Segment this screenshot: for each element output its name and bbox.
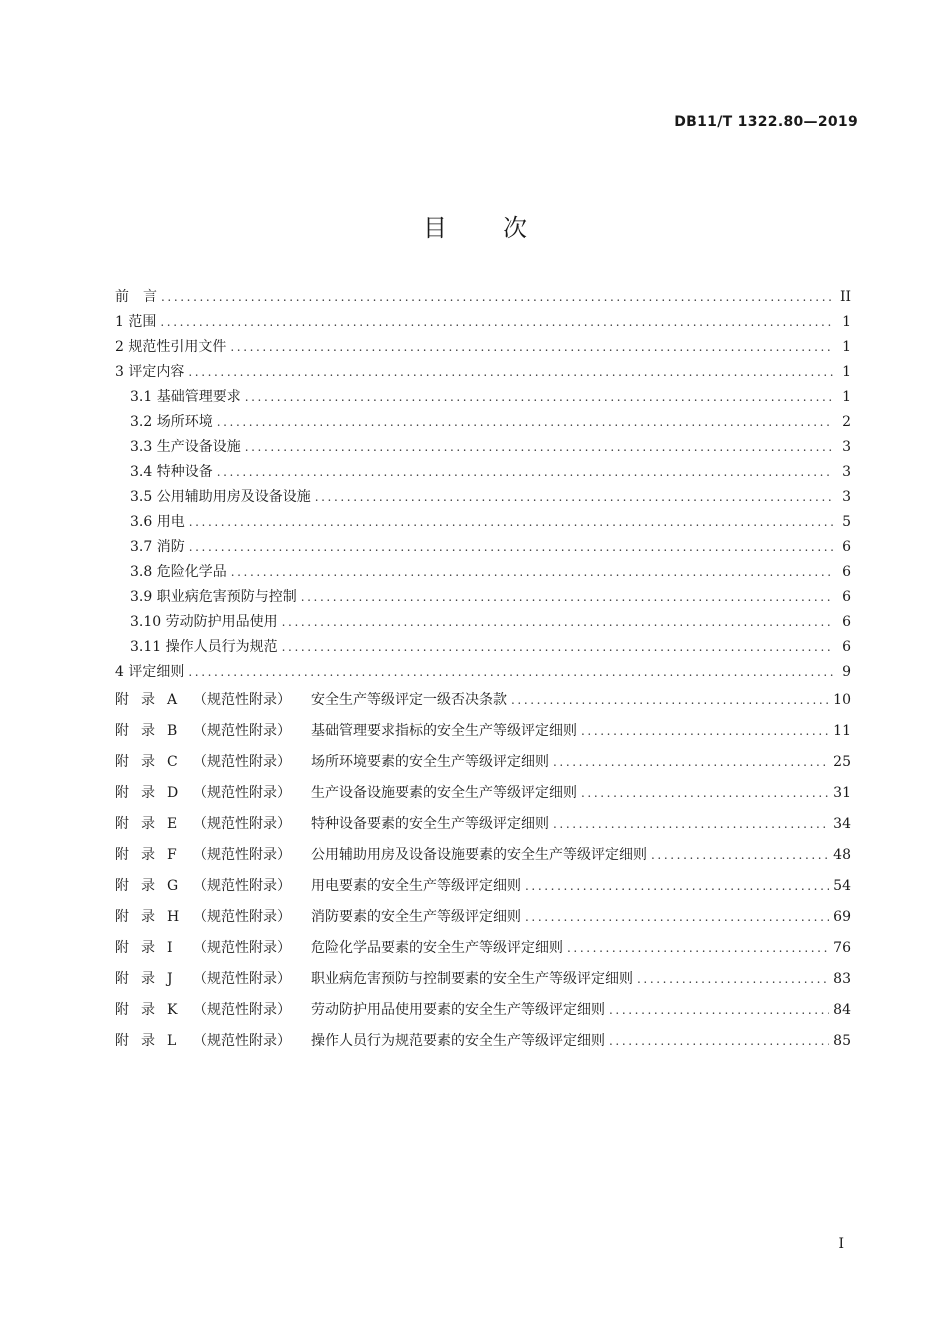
annex-label: 附 录 J （规范性附录） 职业病危害预防与控制要素的安全生产等级评定细则	[115, 971, 633, 987]
dot-leader	[231, 560, 833, 585]
dot-leader	[282, 610, 833, 635]
toc-entry-label: 前 言	[115, 289, 157, 305]
toc-entry-label: 3.10 劳动防护用品使用	[130, 614, 278, 630]
annex-label: 附 录 L （规范性附录） 操作人员行为规范要素的安全生产等级评定细则	[115, 1033, 605, 1049]
toc-entry-page: 48	[833, 847, 851, 863]
toc-entry-page: 54	[833, 878, 851, 894]
dot-leader	[525, 902, 829, 933]
toc-subentry[interactable]	[115, 585, 851, 610]
annex-title: 消防要素的安全生产等级评定细则	[311, 909, 521, 925]
dot-leader	[160, 310, 833, 335]
annex-title: 特种设备要素的安全生产等级评定细则	[311, 816, 549, 832]
toc-entry-page: 9	[842, 664, 851, 680]
dot-leader	[188, 660, 833, 685]
toc-entry-page: 3	[842, 464, 851, 480]
toc-entry-page: 1	[842, 339, 851, 355]
toc-entry-label: 2 规范性引用文件	[115, 339, 227, 355]
dot-leader	[553, 809, 829, 840]
toc-annex-entry[interactable]	[115, 995, 851, 1026]
toc-entry-page: 1	[842, 314, 851, 330]
annex-label: 附 录 I （规范性附录） 危险化学品要素的安全生产等级评定细则	[115, 940, 563, 956]
dot-leader	[230, 335, 833, 360]
toc-entry-label: 3.3 生产设备设施	[130, 439, 241, 455]
dot-leader	[282, 635, 833, 660]
toc-entry-label: 4 评定细则	[115, 664, 185, 680]
annex-label: 附 录 B （规范性附录） 基础管理要求指标的安全生产等级评定细则	[115, 723, 577, 739]
dot-leader	[315, 485, 833, 510]
toc-entry-page: 6	[842, 564, 851, 580]
toc-title	[0, 208, 950, 243]
toc-subentry[interactable]	[115, 560, 851, 585]
annex-title: 用电要素的安全生产等级评定细则	[311, 878, 521, 894]
annex-label: 附 录 D （规范性附录） 生产设备设施要素的安全生产等级评定细则	[115, 785, 577, 801]
toc-subentry[interactable]	[115, 410, 851, 435]
toc-annex-entry[interactable]	[115, 747, 851, 778]
toc-annex-entry[interactable]	[115, 685, 851, 716]
dot-leader	[567, 933, 829, 964]
toc-entry-label: 3.7 消防	[130, 539, 185, 555]
toc-entry-page: 31	[833, 785, 851, 801]
toc-entry-label: 3.8 危险化学品	[130, 564, 227, 580]
toc-annex-entry[interactable]	[115, 809, 851, 840]
toc-subentry[interactable]	[115, 535, 851, 560]
toc-entry-page: 76	[833, 940, 851, 956]
toc-entry-label: 3.11 操作人员行为规范	[130, 639, 278, 655]
toc-entry-label: 1 范围	[115, 314, 157, 330]
toc-subentry[interactable]	[115, 485, 851, 510]
toc-annex-entry[interactable]	[115, 778, 851, 809]
annex-label: 附 录 A （规范性附录） 安全生产等级评定一级否决条款	[115, 692, 507, 708]
toc-entry-label: 3.2 场所环境	[130, 414, 213, 430]
annex-label: 附 录 K （规范性附录） 劳动防护用品使用要素的安全生产等级评定细则	[115, 1002, 605, 1018]
dot-leader	[189, 510, 833, 535]
annex-title: 公用辅助用房及设备设施要素的安全生产等级评定细则	[311, 847, 647, 863]
dot-leader	[188, 360, 833, 385]
annex-label: 附 录 G （规范性附录） 用电要素的安全生产等级评定细则	[115, 878, 521, 894]
toc-annex-entry[interactable]	[115, 840, 851, 871]
toc-entry-page: 1	[842, 364, 851, 380]
toc-subentry[interactable]	[115, 510, 851, 535]
toc-entry[interactable]	[115, 285, 851, 310]
toc-entry-label: 3.6 用电	[130, 514, 185, 530]
annex-label: 附 录 F （规范性附录） 公用辅助用房及设备设施要素的安全生产等级评定细则	[115, 847, 647, 863]
dot-leader	[581, 716, 829, 747]
toc-subentry[interactable]	[115, 460, 851, 485]
annex-title: 劳动防护用品使用要素的安全生产等级评定细则	[311, 1002, 605, 1018]
toc-entry[interactable]	[115, 360, 851, 385]
toc-entry-label: 3 评定内容	[115, 364, 185, 380]
dot-leader	[609, 1026, 829, 1057]
toc-entry[interactable]	[115, 310, 851, 335]
toc-entry-page: 5	[842, 514, 851, 530]
dot-leader	[189, 535, 833, 560]
toc-annex-entry[interactable]	[115, 871, 851, 902]
toc-entry-page: 69	[833, 909, 851, 925]
toc-subentry[interactable]	[115, 435, 851, 460]
dot-leader	[511, 685, 829, 716]
toc-annex-entry[interactable]	[115, 1026, 851, 1057]
toc-subentry[interactable]	[115, 385, 851, 410]
dot-leader	[581, 778, 829, 809]
dot-leader	[217, 460, 833, 485]
toc-subentry[interactable]	[115, 610, 851, 635]
toc-entry-page: 11	[833, 723, 851, 739]
dot-leader	[245, 435, 833, 460]
toc-title-char-2: 次	[503, 214, 527, 242]
annex-label: 附 录 C （规范性附录） 场所环境要素的安全生产等级评定细则	[115, 754, 549, 770]
dot-leader	[553, 747, 829, 778]
annex-title: 安全生产等级评定一级否决条款	[311, 692, 507, 708]
toc-annex-entry[interactable]	[115, 964, 851, 995]
toc-entry-page: 83	[833, 971, 851, 987]
toc-entry-page: 6	[842, 639, 851, 655]
annex-label: 附 录 H （规范性附录） 消防要素的安全生产等级评定细则	[115, 909, 521, 925]
toc-entry-page: 3	[842, 489, 851, 505]
toc-entry-page: 34	[833, 816, 851, 832]
dot-leader	[525, 871, 829, 902]
page-number: I	[838, 1236, 844, 1252]
toc-entry-page: 3	[842, 439, 851, 455]
annex-title: 基础管理要求指标的安全生产等级评定细则	[311, 723, 577, 739]
dot-leader	[609, 995, 829, 1026]
toc-entry-page: 6	[842, 589, 851, 605]
annex-title: 职业病危害预防与控制要素的安全生产等级评定细则	[311, 971, 633, 987]
dot-leader	[637, 964, 829, 995]
dot-leader	[245, 385, 833, 410]
toc-entry-page: 6	[842, 539, 851, 555]
dot-leader	[301, 585, 833, 610]
dot-leader	[161, 285, 833, 310]
standard-code: DB11/T 1322.80—2019	[674, 114, 858, 130]
annex-label: 附 录 E （规范性附录） 特种设备要素的安全生产等级评定细则	[115, 816, 549, 832]
dot-leader	[217, 410, 833, 435]
toc-annex-entry[interactable]	[115, 902, 851, 933]
annex-title: 危险化学品要素的安全生产等级评定细则	[311, 940, 563, 956]
toc-subentry[interactable]	[115, 635, 851, 660]
table-of-contents	[115, 285, 851, 1057]
toc-entry-page: 85	[833, 1033, 851, 1049]
toc-entry[interactable]	[115, 660, 851, 685]
toc-annex-entry[interactable]	[115, 933, 851, 964]
toc-title-char-1: 目	[423, 214, 447, 242]
annex-title: 生产设备设施要素的安全生产等级评定细则	[311, 785, 577, 801]
toc-entry-page: 84	[833, 1002, 851, 1018]
dot-leader	[651, 840, 829, 871]
toc-entry-page: 1	[842, 389, 851, 405]
toc-entry-page: II	[839, 289, 851, 305]
toc-entry-page: 2	[842, 414, 851, 430]
toc-entry[interactable]	[115, 335, 851, 360]
toc-entry-label: 3.1 基础管理要求	[130, 389, 241, 405]
toc-entry-page: 10	[833, 692, 851, 708]
toc-entry-label: 3.4 特种设备	[130, 464, 213, 480]
toc-entry-page: 25	[833, 754, 851, 770]
toc-entry-page: 6	[842, 614, 851, 630]
toc-entry-label: 3.5 公用辅助用房及设备设施	[130, 489, 311, 505]
annex-title: 操作人员行为规范要素的安全生产等级评定细则	[311, 1033, 605, 1049]
annex-title: 场所环境要素的安全生产等级评定细则	[311, 754, 549, 770]
toc-entry-label: 3.9 职业病危害预防与控制	[130, 589, 297, 605]
toc-annex-entry[interactable]	[115, 716, 851, 747]
